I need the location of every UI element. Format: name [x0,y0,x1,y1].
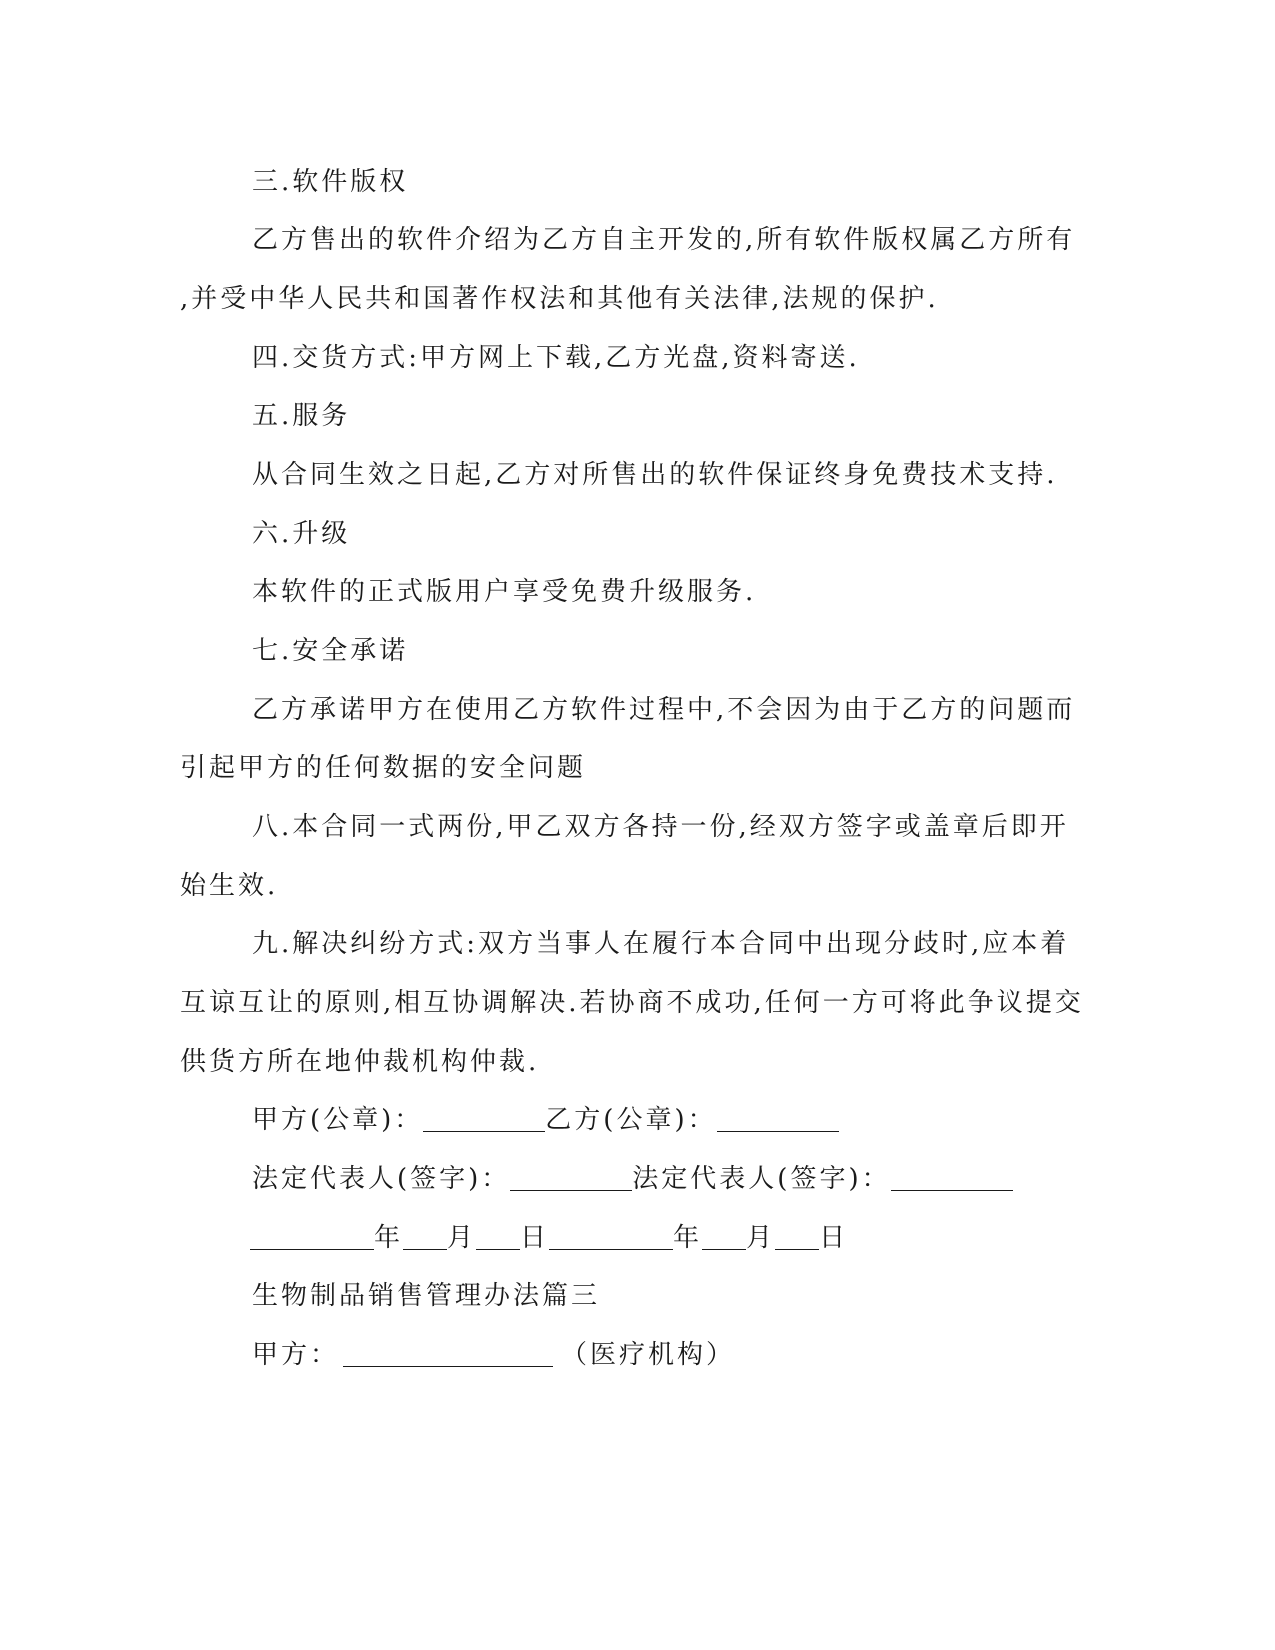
date-b-day-blank[interactable] [775,1225,819,1250]
date-a-year-label: 年 [374,1223,404,1253]
date-b-year-label: 年 [673,1223,703,1253]
party-b-seal-blank[interactable] [717,1107,839,1132]
legal-rep-b-label: 法定代表人(签字)： [632,1164,891,1194]
legal-rep-a-blank[interactable] [510,1166,632,1191]
paragraph-dispute-line1: 九.解决纠纷方式:双方当事人在履行本合同中出现分歧时,应本着 [252,929,1070,959]
date-b-month-label: 月 [746,1223,776,1253]
date-a-day-blank[interactable] [476,1225,520,1250]
date-line [250,1220,848,1256]
paragraph-dispute-line2: 互谅互让的原则,相互协调解决.若协商不成功,任何一方可将此争议提交 [180,988,1084,1018]
paragraph-copyright-line2: ,并受中华人民共和国著作权法和其他有关法律,法规的保护. [180,284,939,314]
date-a-month-blank[interactable] [403,1225,447,1250]
date-a-month-label: 月 [447,1223,477,1253]
paragraph-copyright-line1: 乙方售出的软件介绍为乙方自主开发的,所有软件版权属乙方所有 [252,225,1076,255]
paragraph-copies-line1: 八.本合同一式两份,甲乙双方各持一份,经双方签字或盖章后即开 [252,812,1069,842]
date-b-month-blank[interactable] [702,1225,746,1250]
section-heading-service: 五.服务 [252,401,351,431]
paragraph-upgrade: 本软件的正式版用户享受免费升级服务. [252,577,757,607]
paragraph-copies-line2: 始生效. [180,871,279,901]
paragraph-dispute-line3: 供货方所在地仲裁机构仲裁. [180,1047,540,1077]
section-heading-delivery: 四.交货方式:甲方网上下载,乙方光盘,资料寄送. [252,343,860,373]
legal-rep-line [252,1161,1013,1197]
party-a-seal-label: 甲方(公章)： [252,1105,424,1135]
paragraph-security-line2: 引起甲方的任何数据的安全问题 [180,753,587,783]
date-a-year-blank[interactable] [250,1225,374,1250]
party-a-note: （医疗机构） [561,1340,736,1370]
legal-rep-b-blank[interactable] [891,1166,1013,1191]
party-a-label: 甲方： [252,1340,340,1370]
date-b-day-label: 日 [819,1223,849,1253]
seal-line [252,1102,839,1138]
legal-rep-a-label: 法定代表人(签字)： [252,1164,511,1194]
section-title: 生物制品销售管理办法篇三 [252,1281,601,1311]
date-b-year-blank[interactable] [549,1225,673,1250]
paragraph-service: 从合同生效之日起,乙方对所售出的软件保证终身免费技术支持. [252,460,1058,490]
party-a-line [252,1337,735,1373]
section-heading-security: 七.安全承诺 [252,636,409,666]
party-a-name-blank[interactable] [343,1342,553,1367]
party-a-seal-blank[interactable] [423,1107,545,1132]
section-heading-copyright: 三.软件版权 [252,167,409,197]
party-b-seal-label: 乙方(公章)： [545,1105,717,1135]
paragraph-security-line1: 乙方承诺甲方在使用乙方软件过程中,不会因为由于乙方的问题而 [252,695,1076,725]
date-a-day-label: 日 [520,1223,550,1253]
section-heading-upgrade: 六.升级 [252,519,351,549]
